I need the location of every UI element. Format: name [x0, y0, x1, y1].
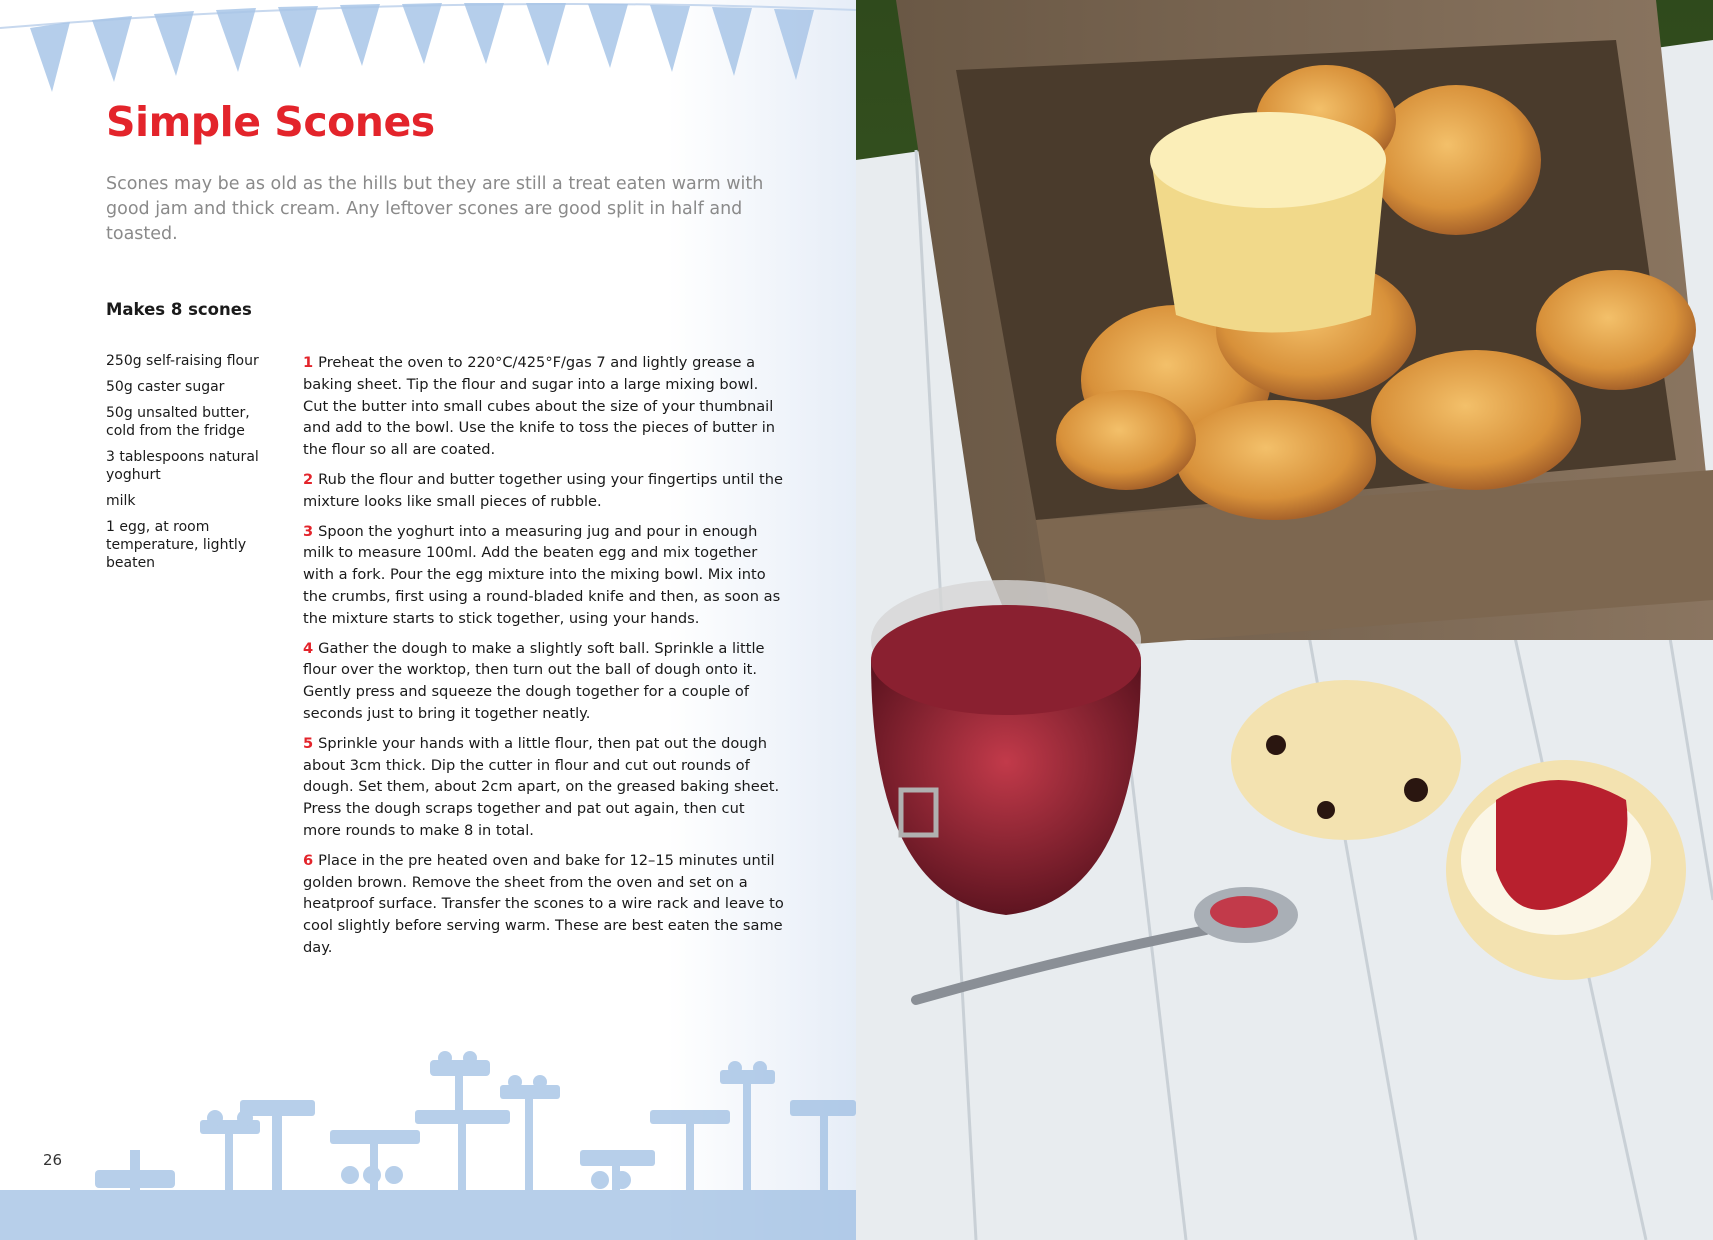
ingredient-item: 1 egg, at room temperature, lightly beaten [106, 519, 247, 571]
step-number: 2 [303, 470, 314, 488]
step-text: Preheat the oven to 220°C/425°F/gas 7 and lightly grease a baking sheet. Tip the flour and sugar into a large mixing bowl. Cut the butter into small cubes about the size of your thumbnail and add to the bowl. Use the knife to toss the pieces of butter in the flour so all are coated. [303, 354, 776, 459]
ingredient-item: 3 tablespoons natural yoghurt [106, 449, 259, 483]
method-step [303, 638, 785, 725]
step-number: 6 [303, 851, 314, 869]
step-text: Place in the pre heated oven and bake for 12–15 minutes until golden brown. Remove the sheet from the oven and set on a heatproof surface. Transfer the scones to a wire rack and leave to cool slightly before serving warm. These are best eaten the same day. [303, 851, 784, 956]
page-number: 26 [43, 1151, 63, 1169]
method-step [303, 733, 785, 842]
step-number: 1 [303, 354, 314, 371]
step-text: Gather the dough to make a slightly soft ball. Sprinkle a little flour over the worktop, then turn out the ball of dough onto it. Gently press and squeeze the dough together for a couple of seconds just to bring it together neatly. [303, 639, 765, 722]
yield-heading: Makes 8 scones [106, 300, 252, 319]
method-step [303, 469, 785, 513]
step-number: 5 [303, 734, 314, 752]
ingredient-item: milk [106, 493, 136, 509]
ingredient-item: 50g unsalted butter, cold from the fridge [106, 405, 250, 439]
ingredient-item: 250g self-raising flour [106, 353, 259, 369]
step-text: Rub the flour and butter together using your fingertips until the mixture looks like small pieces of rubble. [303, 470, 783, 510]
step-number: 3 [303, 522, 314, 540]
recipe-title: Simple Scones [106, 98, 435, 146]
step-text: Sprinkle your hands with a little flour, then pat out the dough about 3cm thick. Dip the cutter in flour and cut out rounds of dough. Set them, about 2cm apart, on the greased baking sheet. Press the dough scraps together and pat out again, then cut more rounds to make 8 in total. [303, 734, 780, 839]
step-text: Spoon the yoghurt into a measuring jug and pour in enough milk to measure 100ml. Add the beaten egg and mix together with a fork. Pour the egg mixture into the mixing bowl. Mix into the crumbs, first using a round-bladed knife and then, as soon as the mixture starts to stick together, using your hands. [303, 522, 781, 627]
recipe-intro: Scones may be as old as the hills but they are still a treat eaten warm with good jam and thick cream. Any leftover scones are good split in half and toasted. [106, 174, 764, 244]
scones-photo [856, 0, 1713, 1240]
method-step [303, 521, 785, 630]
step-number: 4 [303, 639, 314, 657]
ingredient-item: 50g caster sugar [106, 379, 225, 395]
method-step [303, 850, 785, 959]
method-steps [303, 352, 785, 967]
cake-stand-skyline [0, 1040, 856, 1240]
ingredient-list [106, 352, 276, 580]
method-step [303, 352, 785, 461]
recipe-page [0, 0, 856, 1240]
